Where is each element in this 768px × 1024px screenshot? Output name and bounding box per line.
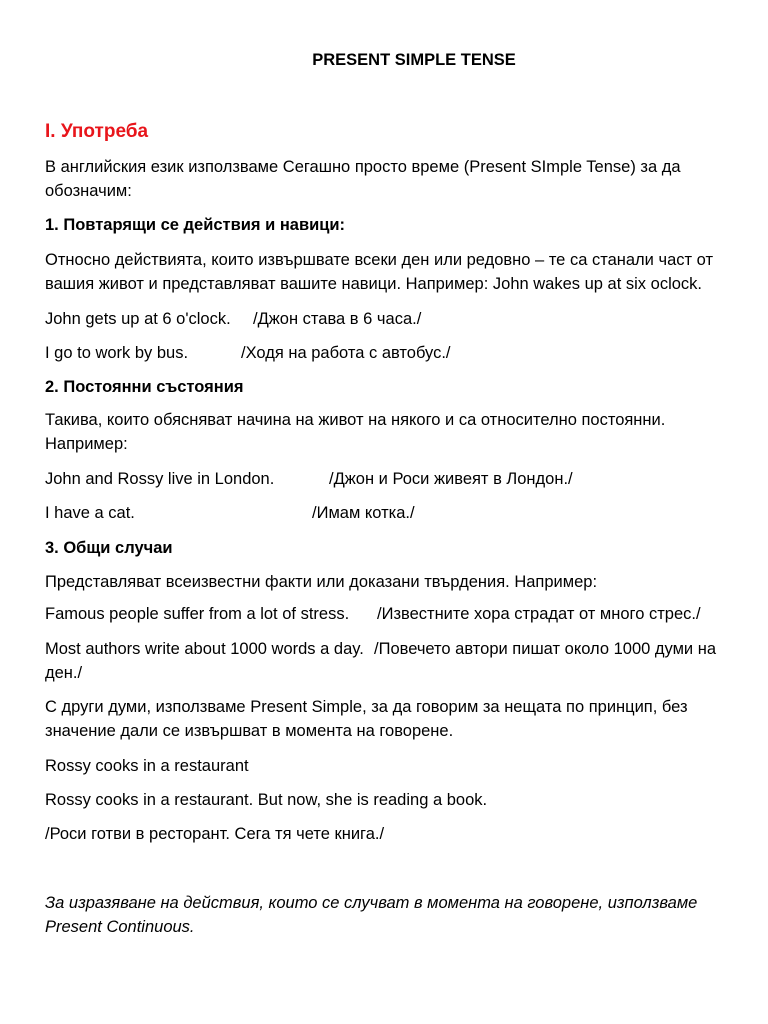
subheading-permanent-states: 2. Постоянни състояния [45, 378, 244, 396]
section-heading-usage: I. Употреба [45, 121, 149, 142]
states-text-line-1: Такива, които обясняват начина на живот на някого и са относително постоянни. [45, 411, 666, 429]
other-words-line-2: значение дали се извършват в момента на говорене. [45, 722, 454, 740]
example-english: Most authors write about 1000 words a day. [45, 640, 364, 658]
note-line-2: Present Continuous. [45, 918, 195, 936]
subheading-habits: 1. Повтарящи се действия и навици: [45, 216, 346, 234]
example-translation: /Джон и Роси живеят в Лондон./ [329, 470, 573, 488]
habits-text-line-1: Относно действията, които извършвате всеки ден или редовно – те са станали част от [45, 251, 714, 269]
subheading-general-cases: 3. Общи случаи [45, 539, 173, 557]
example-translation: /Имам котка./ [312, 504, 415, 522]
rossy-translation: /Роси готви в ресторант. Сега тя чете книга./ [45, 825, 385, 843]
example-translation: /Джон става в 6 часа./ [253, 310, 422, 328]
example-english: I have a cat. [45, 504, 135, 522]
example-translation: /Ходя на работа с автобус./ [241, 344, 451, 362]
page-title: PRESENT SIMPLE TENSE [312, 51, 516, 69]
example-english: John and Rossy live in London. [45, 470, 275, 488]
rossy-example-1: Rossy cooks in a restaurant [45, 757, 249, 775]
example-english: John gets up at 6 o'clock. [45, 310, 231, 328]
example-translation: /Известните хора страдат от много стрес./ [377, 605, 701, 623]
example-english: I go to work by bus. [45, 344, 189, 362]
intro-line-1: В английския език използваме Сегашно просто време (Present SImple Tense) за да [45, 158, 681, 176]
intro-line-2: обозначим: [45, 182, 132, 200]
example-english: Famous people suffer from a lot of stress. [45, 605, 350, 623]
general-text: Представляват всеизвестни факти или доказани твърдения. Например: [45, 573, 598, 591]
example-translation-continued: ден./ [45, 664, 83, 682]
example-translation: /Повечето автори пишат около 1000 думи на [374, 640, 717, 658]
note-line-1: За изразяване на действия, които се случват в момента на говорене, използваме [45, 894, 698, 912]
habits-text-line-2: вашия живот и представляват вашите навици. Например: John wakes up at six oclock. [45, 275, 702, 293]
rossy-example-2: Rossy cooks in a restaurant. But now, she is reading a book. [45, 791, 488, 809]
states-text-line-2: Например: [45, 435, 128, 453]
other-words-line-1: С други думи, използваме Present Simple, за да говорим за нещата по принцип, без [45, 698, 688, 716]
